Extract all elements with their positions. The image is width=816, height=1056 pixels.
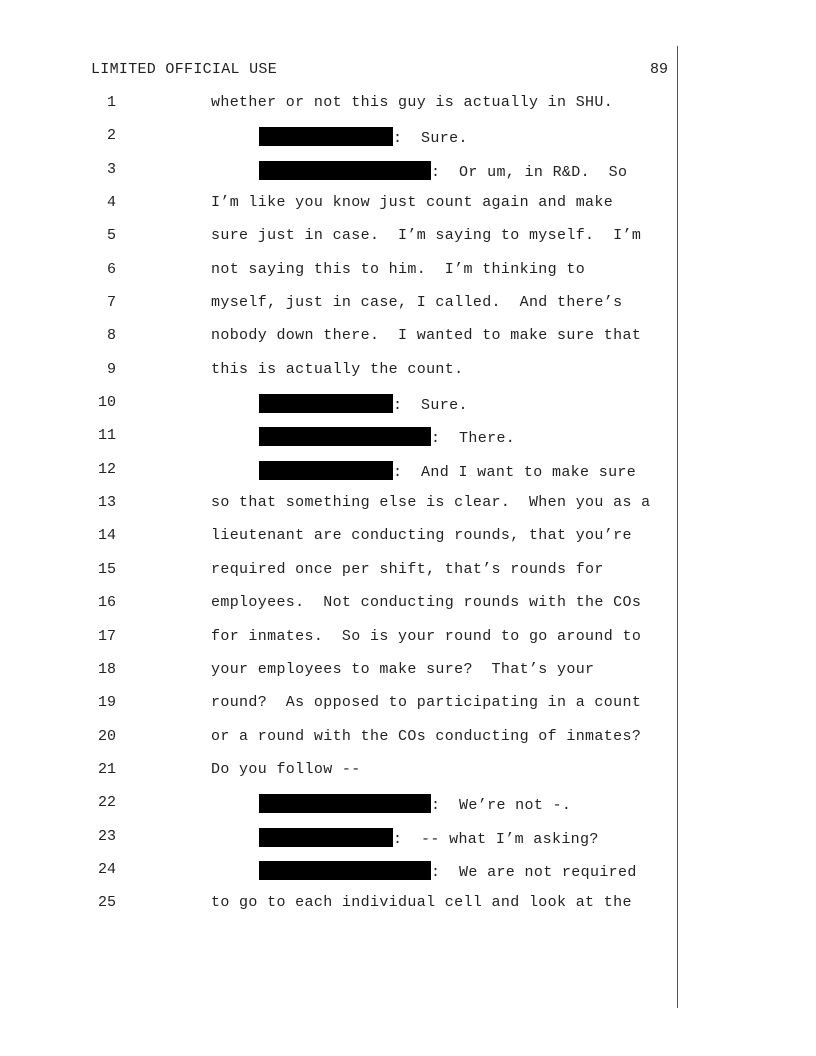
line-number: 11 <box>97 427 116 445</box>
transcript-line <box>0 392 816 425</box>
transcript-line <box>0 759 816 792</box>
line-number: 13 <box>97 494 116 512</box>
line-text: or a round with the COs conducting of inmates? <box>211 727 642 745</box>
transcript-line <box>0 325 816 358</box>
classification-header: LIMITED OFFICIAL USE <box>91 61 278 78</box>
transcript-line <box>0 459 816 492</box>
transcript-line <box>0 425 816 458</box>
line-number: 5 <box>106 227 116 245</box>
line-number: 3 <box>106 160 116 178</box>
speaker-turn <box>259 828 599 848</box>
line-number: 8 <box>106 327 116 345</box>
transcript-line <box>0 859 816 892</box>
transcript-lines <box>0 92 816 926</box>
redacted-speaker-name <box>259 427 431 446</box>
line-number: 15 <box>97 560 116 578</box>
transcript-line <box>0 292 816 325</box>
transcript-line <box>0 659 816 692</box>
line-number: 21 <box>97 760 116 778</box>
line-text: your employees to make sure? That’s your <box>211 660 595 678</box>
line-text: : -- what I’m asking? <box>393 830 599 848</box>
line-text: : We are not required <box>431 863 637 881</box>
redacted-speaker-name <box>259 461 393 480</box>
redacted-speaker-name <box>259 394 393 413</box>
line-text: not saying this to him. I’m thinking to <box>211 260 586 278</box>
transcript-line <box>0 492 816 525</box>
line-text: employees. Not conducting rounds with the COs <box>211 594 642 612</box>
line-number: 19 <box>97 694 116 712</box>
line-text: : There. <box>431 430 516 448</box>
speaker-turn <box>259 161 627 181</box>
line-text: : Sure. <box>393 130 468 148</box>
line-text: to go to each individual cell and look at the <box>211 894 632 912</box>
line-number: 24 <box>97 860 116 878</box>
line-text: so that something else is clear. When you as a <box>211 494 651 512</box>
line-number: 1 <box>106 94 116 111</box>
line-number: 14 <box>97 527 116 545</box>
speaker-turn <box>259 127 468 147</box>
line-number: 6 <box>106 260 116 278</box>
transcript-line <box>0 692 816 725</box>
line-text: Do you follow -- <box>211 760 361 778</box>
line-number: 16 <box>97 594 116 612</box>
line-number: 23 <box>97 827 116 845</box>
redacted-speaker-name <box>259 161 431 180</box>
line-number: 18 <box>97 660 116 678</box>
speaker-turn <box>259 794 571 814</box>
line-text: round? As opposed to participating in a count <box>211 694 642 712</box>
line-text: : Or um, in R&D. So <box>431 163 628 181</box>
line-text: : We’re not -. <box>431 797 572 815</box>
line-number: 4 <box>106 194 116 212</box>
line-number: 22 <box>97 794 116 812</box>
line-text: lieutenant are conducting rounds, that you’re <box>211 527 632 545</box>
transcript-line <box>0 626 816 659</box>
speaker-turn <box>259 461 636 481</box>
line-number: 12 <box>97 460 116 478</box>
transcript-line <box>0 892 816 925</box>
line-text: : And I want to make sure <box>393 463 637 481</box>
speaker-turn <box>259 861 637 881</box>
line-text: required once per shift, that’s rounds for <box>211 560 604 578</box>
transcript-line <box>0 92 816 125</box>
redacted-speaker-name <box>259 794 431 813</box>
transcript-line <box>0 826 816 859</box>
transcript-line <box>0 525 816 558</box>
redacted-speaker-name <box>259 828 393 847</box>
line-text: nobody down there. I wanted to make sure that <box>211 327 642 345</box>
transcript-line <box>0 359 816 392</box>
speaker-turn <box>259 394 468 414</box>
transcript-line <box>0 192 816 225</box>
line-text: this is actually the count. <box>211 360 464 378</box>
line-text: : Sure. <box>393 397 468 415</box>
transcript-line <box>0 159 816 192</box>
transcript-line <box>0 225 816 258</box>
line-number: 17 <box>97 627 116 645</box>
speaker-turn <box>259 427 515 447</box>
transcript-line <box>0 592 816 625</box>
line-number: 25 <box>97 894 116 912</box>
transcript-line <box>0 792 816 825</box>
line-text: I’m like you know just count again and make <box>211 194 614 212</box>
line-text: for inmates. So is your round to go around to <box>211 627 642 645</box>
transcript-line <box>0 259 816 292</box>
line-number: 9 <box>106 360 116 378</box>
transcript-line <box>0 726 816 759</box>
line-number: 10 <box>97 394 116 412</box>
line-number: 20 <box>97 727 116 745</box>
line-number: 2 <box>106 127 116 145</box>
line-text: whether or not this guy is actually in SHU. <box>211 94 614 111</box>
line-text: myself, just in case, I called. And there’s <box>211 294 623 312</box>
transcript-line <box>0 559 816 592</box>
redacted-speaker-name <box>259 127 393 146</box>
line-number: 7 <box>106 294 116 312</box>
redacted-speaker-name <box>259 861 431 880</box>
transcript-line <box>0 125 816 158</box>
page-number: 89 <box>649 61 668 78</box>
line-text: sure just in case. I’m saying to myself. I’m <box>211 227 642 245</box>
